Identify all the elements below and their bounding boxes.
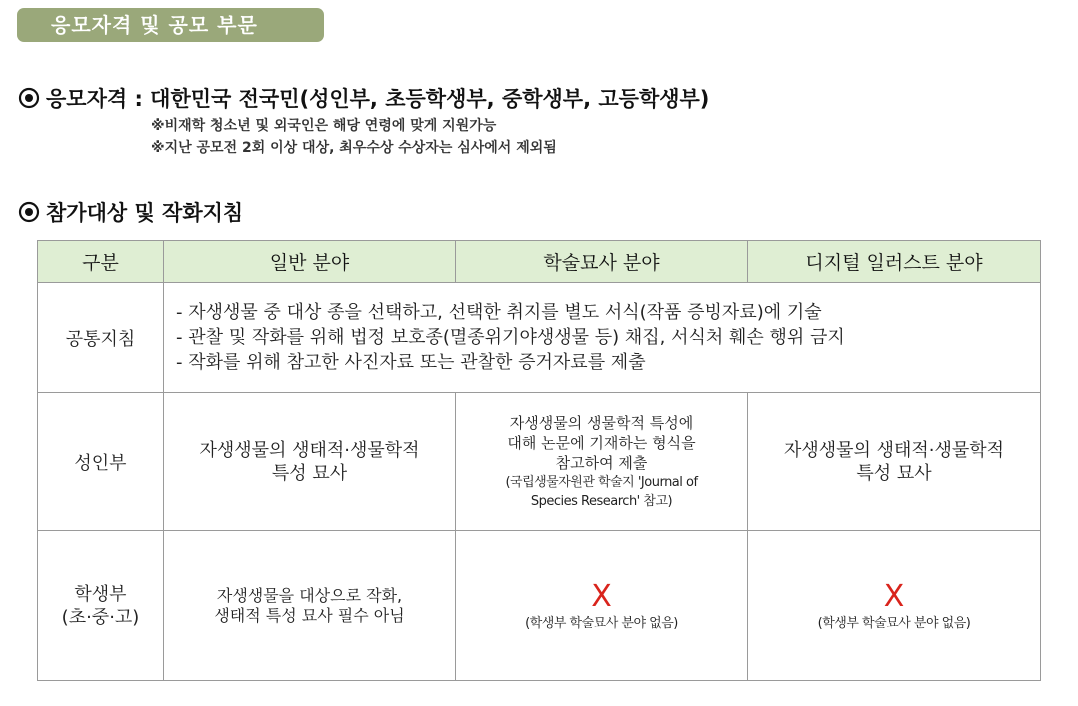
row-label-line: (초·중·고) [61, 606, 140, 628]
common-guideline-line: - 작화를 위해 참고한 사진자료 또는 관찰한 증거자료를 제출 [176, 352, 646, 373]
cell-text: 자생생물의 생물학적 특성에 [509, 413, 694, 432]
header-category: 구분 [38, 241, 164, 283]
adult-academic-cell [456, 393, 748, 531]
guidelines-table [37, 240, 1041, 681]
cell-text: 참고하여 제출 [555, 453, 648, 472]
row-label-common: 공통지침 [38, 283, 164, 393]
section-badge: 응모자격 및 공모 부문 [17, 8, 324, 42]
guidelines-heading [18, 197, 243, 227]
guidelines-title: 참가대상 및 작화지침 [46, 201, 244, 225]
eligibility-note: ※지난 공모전 2회 이상 대상, 최우수상 수상자는 심사에서 제외됨 [151, 140, 557, 156]
table-row-student [38, 531, 1041, 681]
x-mark-icon: X [591, 578, 612, 614]
student-academic-cell [456, 531, 748, 681]
common-guideline-line: - 관찰 및 작화를 위해 법정 보호종(멸종위기야생생물 등) 채집, 서식처 훼손 행위 금지 [176, 327, 845, 348]
cell-text: 자생생물의 생태적·생물학적 [199, 439, 420, 461]
student-general-cell [164, 531, 456, 681]
cell-text: 생태적 특성 묘사 필수 아님 [214, 605, 405, 625]
eligibility-note: ※비재학 청소년 및 외국인은 해당 연령에 맞게 지원가능 [151, 118, 497, 134]
header-general: 일반 분야 [164, 241, 456, 283]
adult-general-cell [164, 393, 456, 531]
eligibility-heading [18, 83, 709, 113]
row-label-line: 학생부 [74, 583, 127, 605]
cell-text: 자생생물의 생태적·생물학적 [783, 439, 1005, 461]
student-digital-cell [748, 531, 1041, 681]
row-label-adult: 성인부 [38, 393, 164, 531]
cell-note: Species Research' 참고) [530, 493, 673, 509]
common-guideline-line: - 자생생물 중 대상 종을 선택하고, 선택한 취지를 별도 서식(작품 증빙자료)에 기술 [176, 302, 822, 323]
cell-text: 대해 논문에 기재하는 형식을 [507, 433, 696, 452]
circled-dot-icon [18, 87, 40, 109]
eligibility-title: 응모자격 : 대한민국 전국민(성인부, 초등학생부, 중학생부, 고등학생부) [46, 87, 710, 111]
cell-note: (학생부 학술묘사 분야 없음) [525, 615, 678, 631]
table-row-adult [38, 393, 1041, 531]
cell-note: (학생부 학술묘사 분야 없음) [817, 615, 971, 631]
adult-digital-cell [748, 393, 1041, 531]
header-academic: 학술묘사 분야 [456, 241, 748, 283]
table-row-common [38, 283, 1041, 393]
row-label-student [38, 531, 164, 681]
common-guidelines-cell [164, 283, 1041, 393]
table-header-row [38, 241, 1041, 283]
cell-text: 특성 묘사 [271, 462, 348, 484]
cell-note: (국립생물자원관 학술지 'Journal of [505, 474, 698, 490]
cell-text: 자생생물을 대상으로 작화, [216, 585, 403, 605]
circled-dot-icon [18, 201, 40, 223]
header-digital: 디지털 일러스트 분야 [748, 241, 1041, 283]
cell-text: 특성 묘사 [856, 462, 932, 484]
x-mark-icon: X [883, 578, 905, 614]
